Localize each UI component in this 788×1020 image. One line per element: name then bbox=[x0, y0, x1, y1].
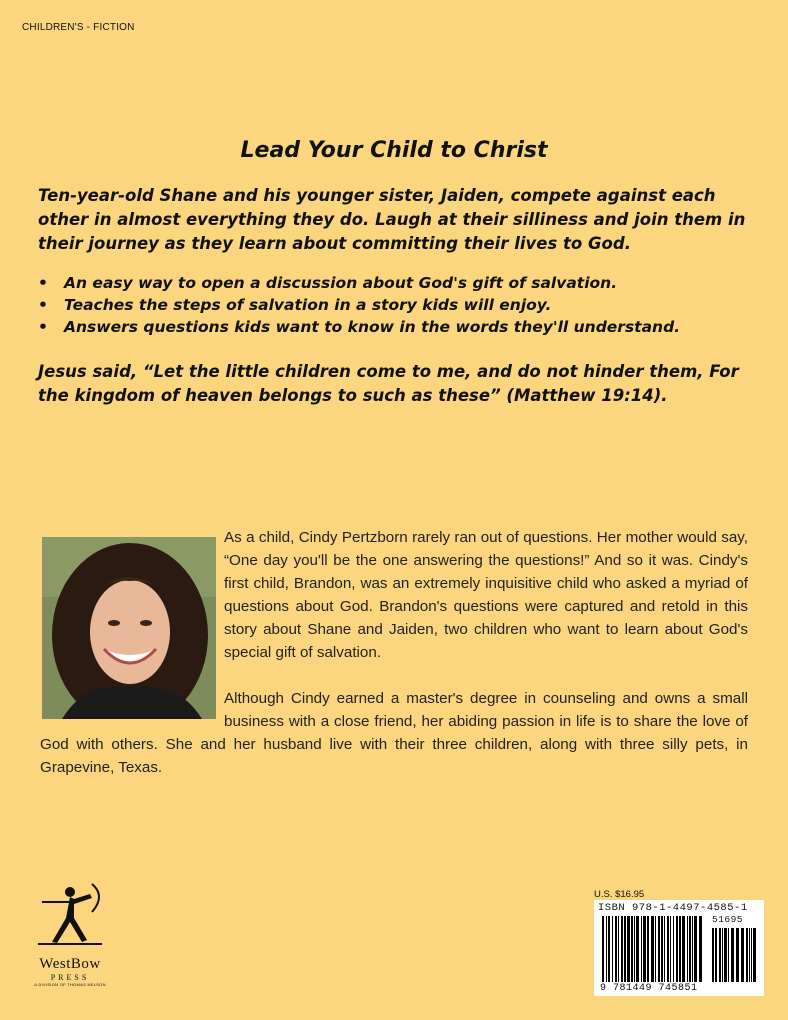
ean-number: 9 781449 745851 bbox=[600, 983, 698, 994]
list-item: • Teaches the steps of salvation in a story kids will enjoy. bbox=[38, 294, 758, 316]
publisher-name: WestBow bbox=[39, 956, 101, 972]
addon-number: 51695 bbox=[712, 914, 744, 925]
price-label: U.S. $16.95 bbox=[594, 889, 645, 900]
publisher-logo bbox=[20, 880, 120, 995]
quote-text: Jesus said, “Let the little children come to me, and do not hinder them, For the kingdom of heaven belongs to such as these” (Matthew 19:14). bbox=[38, 362, 739, 405]
scripture-quote bbox=[38, 360, 758, 408]
list-item: • An easy way to open a discussion about God's gift of salvation. bbox=[38, 272, 758, 294]
barcode bbox=[594, 900, 764, 996]
publisher-press: PRESS bbox=[50, 973, 90, 982]
bio-paragraph: As a child, Cindy Pertzborn rarely ran out of questions. Her mother would say, “One day you'll be the one answering the questions!” And so it was. Cindy's first child, Brandon, was an extremely inquisitive child who asked a myriad of questions about God. Brandon's questions were captured and retold in this story about Shane and Jaiden, two children who want to learn about God's special gift of salvation. bbox=[224, 529, 748, 661]
bio-paragraph: Although Cindy earned a master's degree in counseling and owns a small business with a close friend, her abiding passion in life is to share the love of God with others. She and her husband live with their three children, along with three silly pets, in Grapevine, Texas. bbox=[40, 690, 748, 776]
isbn-label: ISBN 978-1-4497-4585-1 bbox=[598, 902, 748, 914]
publisher-division: A DIVISION OF THOMAS NELSON bbox=[34, 982, 106, 987]
benefit-list bbox=[38, 272, 758, 338]
book-tagline: Lead Your Child to Christ bbox=[240, 138, 548, 163]
author-bio bbox=[40, 526, 748, 802]
archer-icon bbox=[30, 880, 110, 950]
list-item: • Answers questions kids want to know in the words they'll understand. bbox=[38, 316, 758, 338]
category-label: CHILDREN'S - FICTION bbox=[22, 22, 135, 33]
intro-text: Ten-year-old Shane and his younger sister, Jaiden, compete against each other in almost everything they do. Laugh at their silliness and join them in their journey as they learn about committing their lives to God. bbox=[38, 186, 746, 253]
intro-paragraph bbox=[38, 184, 758, 256]
